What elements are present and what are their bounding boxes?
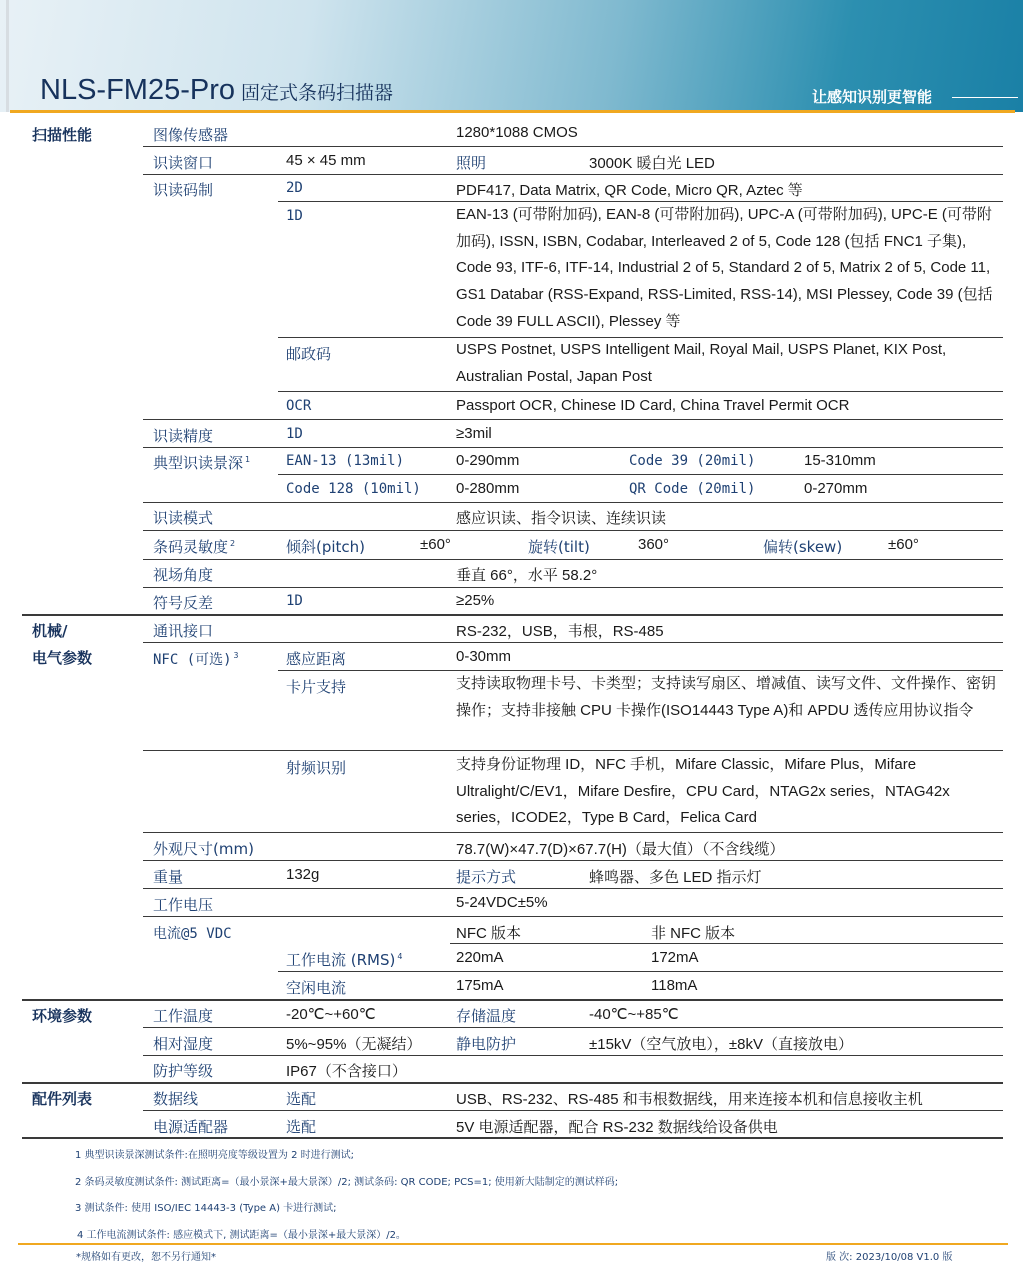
work-current-footnote-ref: 4 bbox=[397, 952, 403, 961]
iface-value: RS-232，USB，韦根，RS-485 bbox=[456, 623, 664, 640]
rule bbox=[143, 916, 1003, 917]
section-rule bbox=[22, 1137, 1003, 1139]
sensor-label: 图像传感器 bbox=[153, 126, 229, 144]
nfc-dist-label: 感应距离 bbox=[286, 650, 347, 668]
light-value: 3000K 暖白光 LED bbox=[589, 155, 715, 172]
card-value: 支持读取物理卡号、卡类型；支持读写扇区、增减值、读写文件、文件操作、密钥操作；支持非接触 CPU 卡操作(ISO14443 Type A)和 APDU 透传应用协议指令 bbox=[456, 675, 997, 719]
footnote-4: 4 工作电流测试条件: 感应模式下, 测试距离=（最小景深+最大景深）/2。 bbox=[77, 1230, 406, 1241]
nfc-label bbox=[153, 649, 238, 669]
idle-nfc: 175mA bbox=[456, 977, 504, 994]
window-value: 45 × 45 mm bbox=[286, 152, 366, 169]
op-temp-value: -20℃~+60℃ bbox=[286, 1006, 376, 1023]
dof-label bbox=[153, 452, 250, 473]
cable-option: 选配 bbox=[286, 1090, 317, 1108]
ocr-label: OCR bbox=[286, 398, 312, 414]
contrast-sub: 1D bbox=[286, 593, 303, 609]
nfc-dist-value: 0-30mm bbox=[456, 648, 512, 665]
sym-1d-label: 1D bbox=[286, 208, 303, 224]
slogan: 让感知识别更智能 bbox=[812, 88, 933, 106]
esd-value: ±15kV（空气放电），±8kV（直接放电） bbox=[589, 1036, 854, 1053]
section-acc: 配件列表 bbox=[32, 1090, 93, 1108]
postal-label: 邮政码 bbox=[286, 345, 332, 363]
section-rule bbox=[22, 999, 1003, 1001]
sym-1d-value: EAN-13 (可带附加码), EAN-8 (可带附加码), UPC-A (可带附加码), UPC-E (可带附加码), ISSN, ISBN, Codabar, Interleaved 2 of 5, Code 128 (包括 FNC1 子集), Code 93, ITF-6, ITF-14, Industrial 2 of 5, Standard 2 of 5, Matrix 2 of 5, Code 11, GS1 Databar (RSS-Expand, RSS-Limited, RSS-14), MSI Plessey, Code 39 (包括 Code 39 FULL ASCII), Plessey 等 bbox=[456, 206, 993, 330]
contrast-value: ≥25% bbox=[456, 592, 495, 609]
sensor-value: 1280*1088 CMOS bbox=[456, 124, 578, 141]
st-temp-label: 存储温度 bbox=[456, 1007, 517, 1025]
dof-code128-value: 0-280mm bbox=[456, 480, 520, 497]
cable-value: USB、RS-232、RS-485 和韦根数据线，用来连接本机和信息接收主机 bbox=[456, 1091, 923, 1108]
rule bbox=[143, 502, 1003, 503]
light-label: 照明 bbox=[456, 154, 487, 172]
footnote-3: 3 测试条件: 使用 ISO/IEC 14443-3 (Type A) 卡进行测试; bbox=[75, 1203, 337, 1214]
dof-qr-label: QR Code (20mil) bbox=[629, 481, 756, 497]
footer-gold-rule bbox=[18, 1243, 1008, 1245]
mode-label: 识读模式 bbox=[153, 509, 214, 527]
footnote-2: 2 条码灵敏度测试条件: 测试距离=（最小景深+最大景深）/2; 测试条码: QR CODE; PCS=1; 使用新大陆制定的测试样码; bbox=[75, 1177, 619, 1188]
window-label: 识读窗口 bbox=[153, 154, 214, 172]
ip-value: IP67（不含接口） bbox=[286, 1063, 407, 1080]
fov-label: 视场角度 bbox=[153, 566, 214, 584]
section-mech-1: 机械/ bbox=[32, 622, 68, 640]
header-gold-rule bbox=[10, 110, 1015, 113]
nfc-label-text: NFC (可选) bbox=[153, 652, 232, 668]
section-env: 环境参数 bbox=[32, 1007, 93, 1025]
rule bbox=[450, 943, 1003, 944]
sensitivity-label bbox=[153, 536, 235, 557]
skew-value: ±60° bbox=[888, 536, 919, 553]
version-info: 版 次: 2023/10/08 V1.0 版 bbox=[826, 1252, 953, 1263]
dof-qr-value: 0-270mm bbox=[804, 480, 868, 497]
humidity-value: 5%~95%（无凝结） bbox=[286, 1036, 422, 1053]
dof-ean13-label: EAN-13 (13mil) bbox=[286, 453, 405, 469]
ip-label: 防护等级 bbox=[153, 1062, 214, 1080]
adapter-label: 电源适配器 bbox=[153, 1118, 229, 1136]
rule bbox=[143, 587, 1003, 588]
cable-label: 数据线 bbox=[153, 1090, 199, 1108]
rule bbox=[143, 146, 1003, 147]
rule bbox=[278, 474, 1003, 475]
work-current-label-text: 工作电流 (RMS) bbox=[286, 951, 396, 969]
dof-label-text: 典型识读景深 bbox=[153, 454, 244, 472]
page-title bbox=[40, 74, 393, 107]
weight-value: 132g bbox=[286, 866, 320, 883]
rule bbox=[143, 447, 1003, 448]
weight-label: 重量 bbox=[153, 868, 184, 886]
section-mech-2: 电气参数 bbox=[32, 649, 93, 667]
fov-value: 垂直 66°，水平 58.2° bbox=[456, 567, 598, 584]
card-label: 卡片支持 bbox=[286, 678, 347, 696]
prompt-value: 蜂鸣器、多色 LED 指示灯 bbox=[589, 869, 762, 886]
voltage-value: 5-24VDC±5% bbox=[456, 894, 548, 911]
section-scan: 扫描性能 bbox=[32, 126, 93, 144]
rfid-value: 支持身份证物理 ID，NFC 手机，Mifare Classic，Mifare Plus，Mifare Ultralight/C/EV1，Mifare Desfire，CPU Card，NTAG2x series，NTAG42x series，ICODE2，Type B Card，Felica Card bbox=[456, 756, 950, 827]
section-rule bbox=[22, 1082, 1003, 1084]
rule bbox=[143, 559, 1003, 560]
dof-code39-label: Code 39 (20mil) bbox=[629, 453, 756, 469]
pitch-value: ±60° bbox=[420, 536, 451, 553]
prompt-label: 提示方式 bbox=[456, 868, 517, 886]
nfc-version-header: NFC 版本 bbox=[456, 925, 521, 942]
iface-label: 通讯接口 bbox=[153, 622, 214, 640]
sym-2d-label: 2D bbox=[286, 180, 303, 196]
rule bbox=[143, 530, 1003, 531]
symbology-label: 识读码制 bbox=[153, 181, 214, 199]
dof-footnote-ref: 1 bbox=[245, 455, 251, 464]
contrast-label: 符号反差 bbox=[153, 594, 214, 612]
rule bbox=[143, 832, 1003, 833]
section-rule bbox=[22, 614, 1003, 616]
rfid-label: 射频识别 bbox=[286, 759, 347, 777]
change-notice: *规格如有更改，恕不另行通知* bbox=[76, 1252, 216, 1263]
precision-label: 识读精度 bbox=[153, 427, 214, 445]
pitch-label: 倾斜(pitch) bbox=[286, 538, 366, 556]
precision-sub: 1D bbox=[286, 426, 303, 442]
rule bbox=[143, 419, 1003, 420]
dof-code128-label: Code 128 (10mil) bbox=[286, 481, 421, 497]
dof-ean13-value: 0-290mm bbox=[456, 452, 520, 469]
voltage-label: 工作电压 bbox=[153, 896, 214, 914]
rule bbox=[143, 1110, 1003, 1111]
rule bbox=[143, 174, 1003, 175]
work-current-label bbox=[286, 949, 402, 970]
dof-code39-value: 15-310mm bbox=[804, 452, 876, 469]
st-temp-value: -40℃~+85℃ bbox=[589, 1006, 679, 1023]
dim-label: 外观尺寸(mm) bbox=[153, 840, 254, 858]
product-subtitle: 固定式条码扫描器 bbox=[241, 82, 394, 104]
postal-value: USPS Postnet, USPS Intelligent Mail, Royal Mail, USPS Planet, KIX Post, Australian Postal, Japan Post bbox=[456, 341, 947, 385]
rule bbox=[143, 860, 1003, 861]
model-name: NLS-FM25-Pro bbox=[40, 74, 235, 106]
slogan-line bbox=[952, 97, 1018, 98]
idle-label: 空闲电流 bbox=[286, 979, 347, 997]
rule bbox=[143, 1055, 1003, 1056]
rule bbox=[278, 971, 1003, 972]
nfc-footnote-ref: 3 bbox=[233, 651, 239, 660]
rule bbox=[143, 642, 1003, 643]
rule bbox=[143, 888, 1003, 889]
current-label: 电流@5 VDC bbox=[153, 926, 232, 942]
sym-2d-value: PDF417, Data Matrix, QR Code, Micro QR, Aztec 等 bbox=[456, 182, 803, 199]
skew-label: 偏转(skew) bbox=[763, 538, 843, 556]
idle-non-nfc: 118mA bbox=[651, 977, 698, 994]
dim-value: 78.7(W)×47.7(D)×67.7(H)（最大值）（不含线缆） bbox=[456, 841, 785, 858]
ocr-value: Passport OCR, Chinese ID Card, China Travel Permit OCR bbox=[456, 397, 850, 414]
tilt-value: 360° bbox=[638, 536, 670, 553]
work-current-non-nfc: 172mA bbox=[651, 949, 699, 966]
precision-value: ≥3mil bbox=[456, 425, 492, 442]
rule bbox=[143, 750, 1003, 751]
header-edge bbox=[6, 0, 9, 112]
esd-label: 静电防护 bbox=[456, 1035, 517, 1053]
work-current-nfc: 220mA bbox=[456, 949, 504, 966]
footnote-1: 1 典型识读景深测试条件:在照明亮度等级设置为 2 时进行测试; bbox=[75, 1150, 354, 1161]
sensitivity-label-text: 条码灵敏度 bbox=[153, 538, 229, 556]
adapter-option: 选配 bbox=[286, 1118, 317, 1136]
op-temp-label: 工作温度 bbox=[153, 1007, 214, 1025]
non-nfc-version-header: 非 NFC 版本 bbox=[651, 925, 736, 942]
rule bbox=[278, 391, 1003, 392]
rule bbox=[143, 1027, 1003, 1028]
mode-value: 感应识读、指令识读、连续识读 bbox=[456, 510, 667, 527]
tilt-label: 旋转(tilt) bbox=[528, 538, 590, 556]
humidity-label: 相对湿度 bbox=[153, 1035, 214, 1053]
adapter-value: 5V 电源适配器，配合 RS-232 数据线给设备供电 bbox=[456, 1119, 778, 1136]
sensitivity-footnote-ref: 2 bbox=[230, 539, 236, 548]
